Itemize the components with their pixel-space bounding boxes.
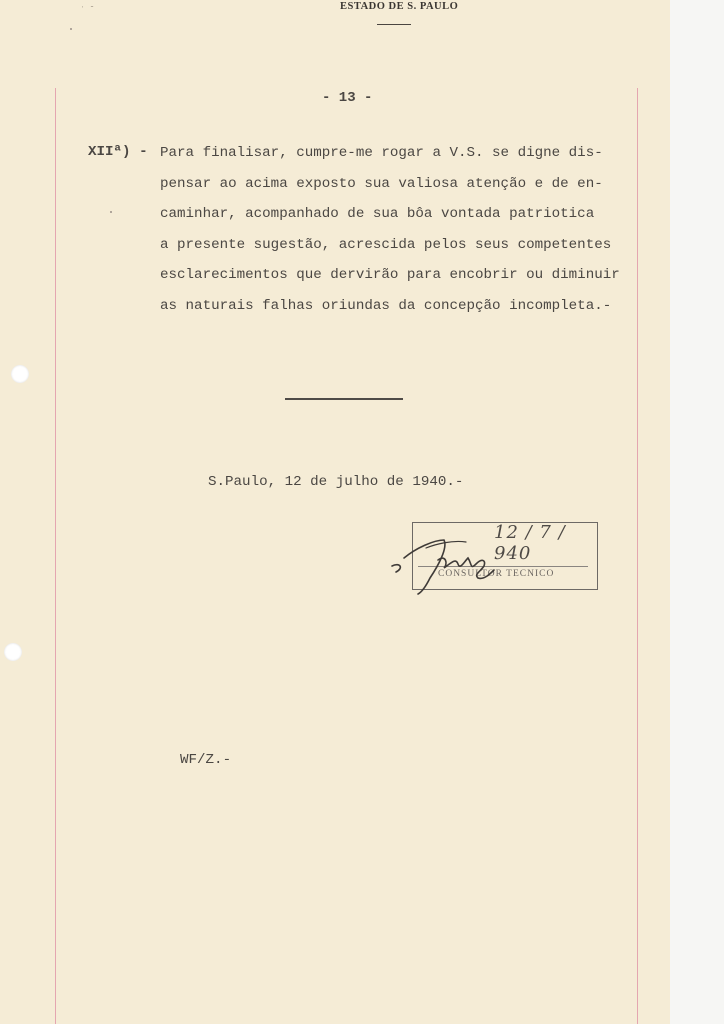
paragraph-line: esclarecimentos que dervirão para encobrir ou diminuir — [160, 267, 620, 283]
paragraph-line: a presente sugestão, acrescida pelos seus competentes — [160, 236, 612, 253]
letterhead-rule — [377, 24, 411, 25]
right-margin-line — [637, 88, 638, 1024]
date-line: S.Paulo, 12 de julho de 1940.- — [208, 474, 464, 490]
stamp-date: 12 / 7 / 940 — [494, 522, 566, 564]
page-number: - 13 - — [322, 90, 373, 106]
paper-speck — [110, 211, 112, 213]
punch-hole-bottom — [4, 643, 22, 661]
letterhead-title: ESTADO DE S. PAULO — [340, 1, 459, 12]
corner-mark: ˈ ˆ — [80, 6, 95, 15]
left-margin-line — [55, 88, 56, 1024]
typist-initials: WF/Z.- — [180, 752, 232, 768]
handwritten-signature — [386, 518, 506, 598]
clause-label: XIIª) - — [88, 144, 148, 160]
paragraph-line: pensar ao acima exposto sua valiosa atenção e de en- — [160, 175, 603, 192]
section-separator — [285, 398, 403, 400]
scan-background — [670, 0, 724, 1024]
paragraph-line: caminhar, acompanhado de sua bôa vontada patriotica — [160, 206, 595, 222]
paper-speck — [70, 28, 72, 30]
stamp-title: CONSULTOR TECNICO — [438, 569, 555, 579]
paragraph-line: as naturais falhas oriundas da concepção incompleta.- — [160, 297, 612, 314]
punch-hole-top — [11, 365, 29, 383]
clause-paragraph — [160, 144, 620, 327]
paragraph-line: Para finalisar, cumpre-me rogar a V.S. se digne dis- — [160, 145, 603, 161]
